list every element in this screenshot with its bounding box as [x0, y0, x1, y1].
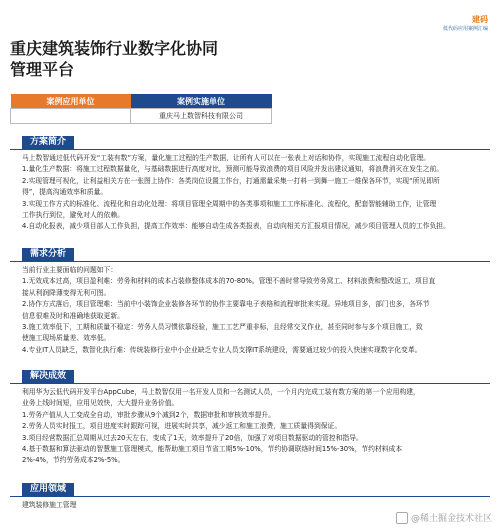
section-heading-intro: 方案简介: [22, 136, 74, 149]
paragraph: 4.自动化报表，减少项目部人工作负担，提高工作效率：能够自动生成各类报表，自动向相关方汇报项目情况，减少项目管理人员的工作负担。: [22, 222, 450, 231]
section-results: [22, 387, 492, 467]
paragraph: 3.实现工作方式的标准化、流程化和自动化处理：将项目管理全周期中的各类事项和施工工序标准化、流程化，配套智能辅助工作，让管理: [22, 199, 437, 208]
paragraph: 信息很难及时和准确地获取更新。: [22, 311, 124, 320]
publisher-logo: [443, 14, 488, 32]
paragraph: 1.无效成本过高，项目盈利难：劳务和材料的成本占装修整体成本的70-80%。管理不善时常导致劳务窝工、材料浪费和整改返工，项目直: [22, 277, 436, 286]
paragraph: 工作执行到位，避免对人的依赖。: [22, 211, 124, 220]
paragraph: 2%-4%，节约劳务成本2%-5%。: [22, 456, 125, 465]
page-title-line2: 管理平台: [10, 60, 75, 79]
paragraph: 1.劳务产值从人工变成全自动，审批步骤从9个减到2个，数据审批和审核效率提升。: [22, 410, 276, 419]
paragraph: 得”，提高沟通效率和质量。: [22, 188, 108, 197]
section-heading-needs: 需求分析: [22, 248, 74, 261]
paragraph: 3.施工效率低下，工期和质量不稳定：劳务人员习惯依靠经验，施工工艺严重非标，且经常交叉作业，甚至同时参与多个项目施工，致: [22, 323, 423, 332]
header-implementation-unit: 案例实施单位: [131, 94, 272, 109]
logo-mark: 建码: [472, 15, 488, 24]
paragraph: 1.量化生产数据：将施工过程数据量化，与基础数据进行高度对比，预测可能导致浪费的项目风险并发出建议通知，将浪费消灭在发生之前。: [22, 165, 444, 174]
watermark-text: @稀土掘金技术社区: [410, 514, 492, 524]
page-title: [10, 38, 218, 80]
section-heading-domain: 应用领域: [22, 483, 74, 496]
paragraph: 建筑装修施工管理: [22, 501, 77, 509]
paragraph: 4.专业IT人员缺乏，数智化执行难：传统装修行业中小企业缺乏专业人员支撑IT系统建设，需要通过较少的投入快速实现数字化变革。: [22, 345, 422, 354]
paragraph: 业务上线时间短，应用见效快，大大提升业务价值。: [22, 399, 179, 408]
paragraph: 利用华为云低代码开发平台AppCube，马上数智仅用一名开发人员和一名测试人员，一个月内完成工装有数方案的第一个应用构建，: [22, 388, 420, 396]
paragraph: 2.实现管理可视化，让利益相关方在一张图上协作：各类岗位设置工作台，打通需量采集一打料一到舞一施工一维保各环节，实现“所见即所: [22, 176, 440, 185]
section-divider: [10, 383, 490, 384]
header-application-unit: 案例应用单位: [11, 94, 131, 109]
paragraph: 当前行业主要面临的问题如下：: [22, 266, 118, 274]
case-info-table: [10, 94, 272, 124]
section-needs: [22, 265, 492, 356]
logo-subtitle: 低代码应用案例汇编: [442, 26, 488, 32]
community-logo-icon: [396, 512, 408, 524]
watermark: [396, 511, 492, 524]
paragraph: 使施工现场质量差、效率低。: [22, 334, 111, 343]
paragraph: 3.项目经营数据汇总周期从过去20天左右，变成了1天，效率提升了20倍，加强了对项目数据驱动的管控和指导。: [22, 433, 363, 442]
section-intro: [22, 153, 492, 233]
page-title-line1: 重庆建筑装饰行业数字化协同: [10, 39, 219, 58]
paragraph: 马上数智通过低代码开发“工装有数”方案，量化施工过程的生产数据，让所有人可以在一张表上对话和协作，实现施工流程自动化管理。: [22, 154, 431, 162]
value-implementation-unit: 重庆马上数智科技有限公司: [131, 109, 272, 124]
section-divider: [10, 149, 490, 150]
paragraph: 2.协作方式落后，项目管理难：当前中小装饰企业装修各环节的协作主要靠电子表格和流程审批来实现。异地项目多，部门也多，各环节: [22, 300, 430, 309]
paragraph: 2.劳务人员实时报工，项目进度实时跟踪可视，进展实时共享，减少返工和施工浪费，施工质量得到保证。: [22, 422, 342, 431]
value-application-unit: [11, 109, 131, 124]
section-divider: [10, 496, 490, 497]
paragraph: 4.基于数据和算法驱动的智慧施工管理模式，能帮助施工项目节省工期5%-10%，节约协调联络时间15%-30%，节约材料成本: [22, 445, 403, 454]
section-domain: [22, 500, 492, 511]
paragraph: 接从利润降薄变得无利可图。: [22, 288, 111, 297]
section-divider: [10, 261, 490, 262]
section-heading-results: 解决成效: [22, 370, 74, 383]
